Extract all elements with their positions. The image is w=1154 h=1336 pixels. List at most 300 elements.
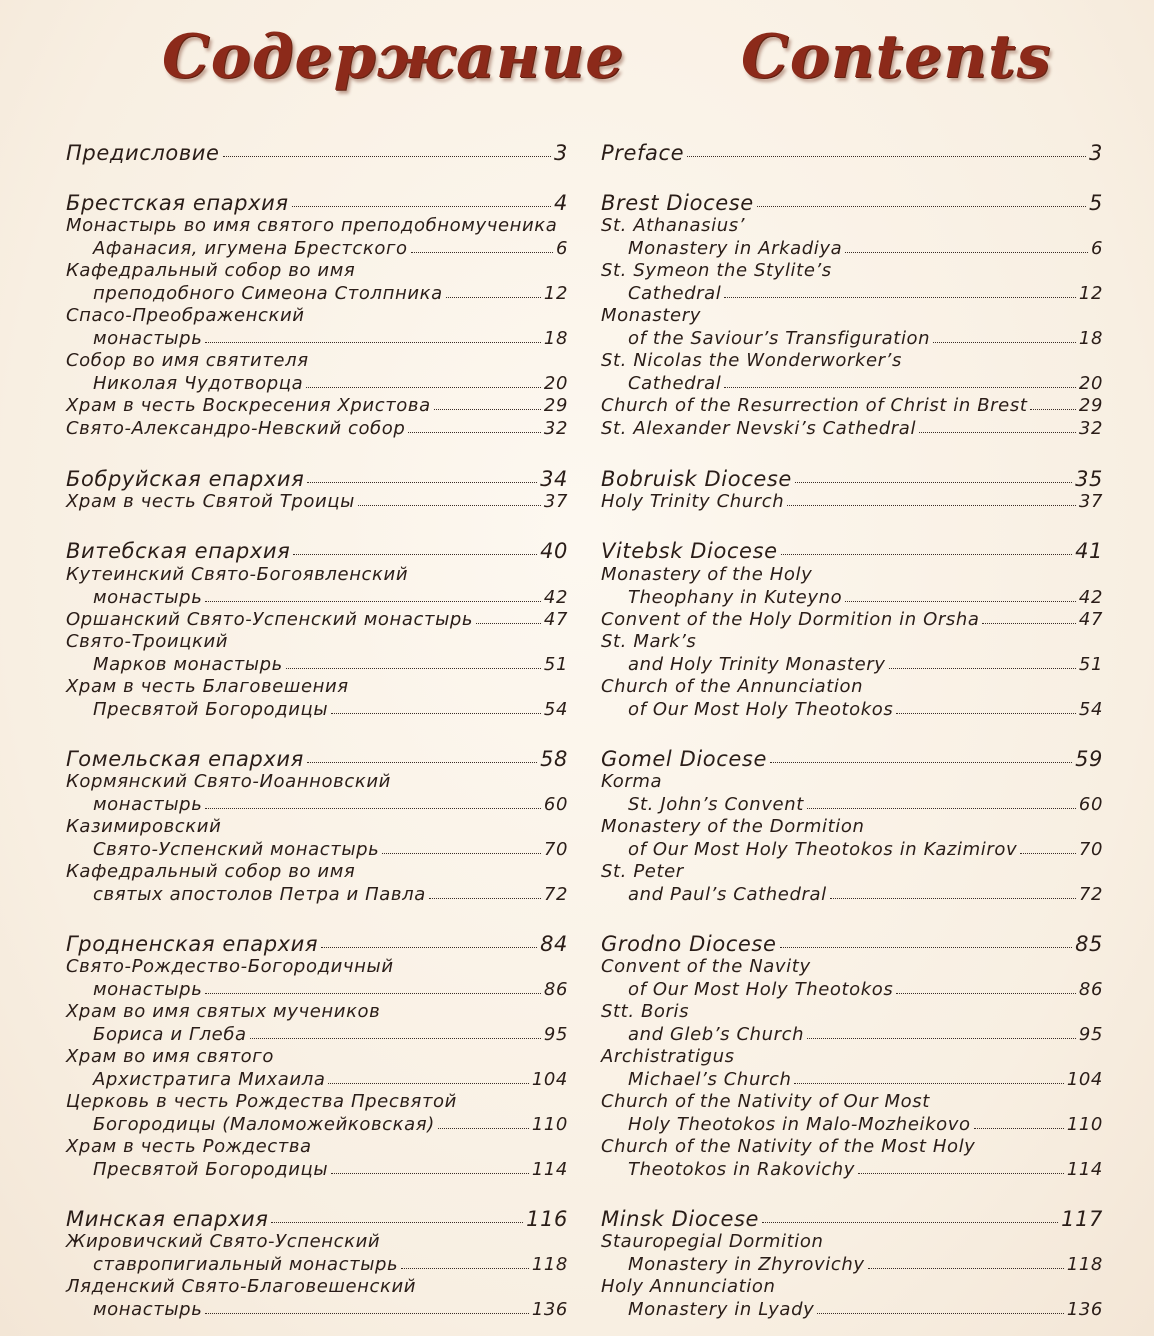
toc-line [601,587,1103,610]
page-number: 4 [554,191,568,215]
dot-leader [781,540,1072,555]
dot-leader [438,1114,529,1129]
page-number: 37 [1078,491,1103,512]
dot-leader [408,418,541,433]
dot-leader [223,142,551,157]
page-number: 60 [1078,793,1103,815]
toc-line [66,631,568,654]
toc-entry-title: Жировичский Свято-Успенский [66,1231,381,1252]
page-number: 136 [531,1298,568,1320]
page-number: 117 [1061,1207,1103,1231]
dot-leader [794,1069,1063,1084]
english-section-entry [601,192,1103,215]
toc-entry-title: Church of the Nativity of the Most Holy [601,1136,976,1157]
toc-entry-title: Брестская епархия [66,191,289,215]
toc-line [601,1001,1103,1024]
toc-entry-title: St. Symeon the Stylite’s [601,260,832,281]
toc-line [66,748,568,771]
toc-entry-title: Марков монастырь [93,653,283,675]
toc-entry-title: St. Nicolas the Wonderworker’s [601,350,902,371]
dot-leader [974,1114,1064,1129]
toc-line [601,933,1103,956]
toc-line [601,1208,1103,1231]
dot-leader [896,699,1076,714]
toc-line [601,468,1103,491]
russian-toc-entry [66,350,568,395]
toc-line [66,215,568,238]
dot-leader [982,609,1075,624]
english-section-entry [601,1208,1103,1231]
russian-toc-entry [66,1231,568,1276]
page-number: 51 [543,653,568,675]
russian-toc-entry [66,609,568,632]
toc-entry-title: Храм во имя святого [66,1046,274,1067]
toc-entry-title: Archistratigus [601,1046,735,1067]
toc-line [601,861,1103,884]
toc-line [66,884,568,907]
russian-toc-entry [66,418,568,441]
page-number: 42 [543,586,568,608]
page-number: 86 [1078,978,1103,1000]
toc-entry-title: Vitebsk Diocese [601,539,778,563]
page-number: 32 [1078,418,1103,439]
dot-leader [780,933,1073,948]
russian-toc-entry [66,631,568,676]
toc-line [66,839,568,862]
toc-entry-title: Monastery in Lyady [628,1298,815,1320]
toc-entry-title: Кафедральный собор во имя [66,260,356,281]
toc-entry-title: Gomel Diocese [601,747,767,771]
toc-line [601,1091,1103,1114]
russian-section-entry [66,933,568,956]
toc-line [66,587,568,610]
dot-leader [307,468,537,483]
toc-entry-title: Витебская епархия [66,539,291,563]
toc-line [66,350,568,373]
toc-line [66,373,568,396]
page-number: 70 [543,838,568,860]
dot-leader [205,587,540,602]
page-number: 20 [543,372,568,394]
toc-line [601,373,1103,396]
toc-line [66,1276,568,1299]
toc-entry-title: Holy Theotokos in Malo-Mozheikovo [628,1113,971,1135]
english-toc-entry [601,609,1103,632]
dot-leader [293,540,537,555]
english-toc-entry [601,861,1103,906]
toc-line [601,328,1103,351]
toc-line [601,1276,1103,1299]
toc-line [66,1159,568,1182]
page-number: 95 [543,1023,568,1045]
dot-leader [205,328,540,343]
dot-leader [446,283,541,298]
toc-entry-title: Monastery of the Dormition [601,816,865,837]
page-number: 86 [543,978,568,1000]
page-number: 84 [540,932,568,956]
page-number: 40 [540,539,568,563]
toc-entry-title: Пресвятой Богородицы [93,1158,329,1180]
toc-entry-title: Свято-Александро-Невский собор [66,418,406,439]
russian-toc-entry [66,1046,568,1091]
toc-entry-title: монастырь [93,586,203,608]
toc-line [66,305,568,328]
toc-line [601,1114,1103,1137]
toc-line [66,933,568,956]
toc-line [66,979,568,1002]
dot-leader [762,1208,1058,1223]
toc-line [66,283,568,306]
toc-line [601,884,1103,907]
page-number: 110 [531,1113,568,1135]
toc-line [601,491,1103,514]
russian-section-entry [66,192,568,215]
toc-entry-title: Church of the Resurrection of Christ in Brest [601,395,1028,416]
dot-leader [328,1069,528,1084]
toc-entry-title: and Gleb’s Church [628,1023,805,1045]
toc-entry-title: Stauropegial Dormition [601,1231,824,1252]
toc-line [601,609,1103,632]
dot-leader [933,328,1076,343]
page-number: 35 [1075,467,1103,491]
page-number: 60 [543,793,568,815]
dot-leader [205,1299,528,1314]
toc-entry-title: of Our Most Holy Theotokos in Kazimirov [628,838,1018,860]
english-toc-entry [601,676,1103,721]
toc-entry-title: Korma [601,771,663,792]
page-number: 37 [543,491,568,512]
page-number: 114 [1066,1158,1103,1180]
page-number: 41 [1075,539,1103,563]
english-toc-entry [601,1046,1103,1091]
toc-line [66,1208,568,1231]
russian-toc-entry [66,1276,568,1321]
page-number: 116 [526,1207,568,1231]
toc-line [66,1231,568,1254]
english-toc-entry [601,1136,1103,1181]
toc-line [66,564,568,587]
dot-leader [830,884,1076,899]
toc-line [66,676,568,699]
toc-line [66,956,568,979]
toc-entry-title: Гомельская епархия [66,747,304,771]
toc-line [66,609,568,632]
page-number: 136 [1066,1298,1103,1320]
toc-line [601,1069,1103,1092]
english-toc-entry [601,816,1103,861]
dot-leader [331,1159,529,1174]
toc-entry-title: Храм в честь Рождества [66,1136,312,1157]
page-number: 20 [1078,372,1103,394]
toc-entry-title: Monastery in Arkadiya [628,237,843,259]
russian-toc-entry [66,1136,568,1181]
toc-entry-title: Бобруйская епархия [66,467,305,491]
dot-leader [807,1024,1076,1039]
toc-entry-title: Храм в честь Святой Троицы [66,491,355,512]
russian-section-entry [66,468,568,491]
toc-entry-title: Theophany in Kuteyno [628,586,843,608]
toc-line [66,861,568,884]
page-number: 34 [540,467,568,491]
russian-toc-entry [66,260,568,305]
english-toc-entry [601,1001,1103,1046]
english-section-entry [601,468,1103,491]
page-number: 54 [543,698,568,720]
toc-entry-title: преподобного Симеона Столпника [93,282,443,304]
dot-leader [687,142,1086,157]
toc-entry-title: Кормянский Свято-Иоанновский [66,771,391,792]
toc-entry-title: Архистратига Михаила [93,1068,326,1090]
dot-leader [724,373,1075,388]
page-number: 110 [1066,1113,1103,1135]
toc-entry-title: Church of the Nativity of Our Most [601,1091,930,1112]
toc-line [601,418,1103,441]
toc-line [66,699,568,722]
toc-entry-title: Спасо-Преображенский [66,305,305,326]
dot-leader [868,1254,1064,1269]
toc-line [66,468,568,491]
english-toc-entry [601,260,1103,305]
toc-entry-title: Николая Чудотворца [93,372,304,394]
toc-entry-title: Brest Diocese [601,191,754,215]
english-toc-entry [601,1091,1103,1136]
toc-entry-title: Оршанский Свято-Успенский монастырь [66,609,474,630]
toc-line [66,238,568,261]
russian-toc-entry [66,564,568,609]
toc-entry-title: святых апостолов Петра и Павла [93,883,426,905]
toc-line [601,771,1103,794]
toc-entry-title: and Holy Trinity Monastery [628,653,886,675]
toc-entry-title: монастырь [93,978,203,1000]
dot-leader [321,933,537,948]
page-number: 3 [554,141,568,165]
toc-line [601,192,1103,215]
page-number: 70 [1078,838,1103,860]
english-toc-entry [601,215,1103,260]
toc-line [66,654,568,677]
toc-entry-title: Bobruisk Diocese [601,467,792,491]
russian-toc-entry [66,956,568,1001]
toc-entry-title: Stt. Boris [601,1001,690,1022]
toc-line [66,1046,568,1069]
dot-leader [770,748,1072,763]
english-toc-entry [601,1231,1103,1276]
english-section-entry [601,540,1103,563]
english-toc-entry [601,491,1103,514]
toc-line [66,418,568,441]
page-number: 6 [555,237,568,259]
toc-line [601,956,1103,979]
toc-entry-title: St. John’s Convent [628,793,804,815]
toc-line [601,238,1103,261]
toc-line [601,564,1103,587]
english-section-entry [601,748,1103,771]
toc-entry-title: ставропигиальный монастырь [93,1253,399,1275]
toc-entry-title: St. Athanasius’ [601,215,746,236]
dot-leader [382,839,541,854]
page-number: 104 [1066,1068,1103,1090]
dot-leader [411,238,553,253]
toc-line [66,794,568,817]
russian-toc-entry [66,771,568,816]
toc-entry-title: Бориса и Глеба [93,1023,247,1045]
toc-entry-title: Church of the Annunciation [601,676,864,697]
toc-line [66,1299,568,1322]
english-toc-entry [601,305,1103,350]
toc-line [66,1114,568,1137]
page-number: 29 [543,395,568,416]
dot-leader [889,654,1076,669]
page-number: 104 [531,1068,568,1090]
toc-line [601,1254,1103,1277]
toc-entry-title: Monastery [601,305,701,326]
toc-entry-title: монастырь [93,793,203,815]
toc-entry-title: Convent of the Holy Dormition in Orsha [601,609,980,630]
toc-line [601,654,1103,677]
english-toc-entry [601,956,1103,1001]
toc-line [601,631,1103,654]
dot-leader [476,609,541,624]
toc-entry-title: Свято-Троицкий [66,631,229,652]
page-number: 72 [543,883,568,905]
toc-line [601,748,1103,771]
toc-line [66,771,568,794]
toc-line [66,540,568,563]
page-number: 5 [1089,191,1103,215]
dot-leader [271,1208,523,1223]
page-number: 6 [1090,237,1103,259]
toc-line [601,305,1103,328]
dot-leader [1020,839,1076,854]
page-number: 18 [1078,327,1103,349]
english-toc-entry [601,771,1103,816]
toc-entry-title: St. Mark’s [601,631,697,652]
toc-line [601,283,1103,306]
toc-entry-title: Минская епархия [66,1207,269,1231]
russian-toc-entry [66,215,568,260]
page-number: 114 [531,1158,568,1180]
toc-line [601,794,1103,817]
toc-entry-title: Монастырь во имя святого преподобномученика [66,215,558,236]
russian-contents-title: Содержание [162,22,625,92]
english-toc-entry [601,395,1103,418]
dot-leader [250,1024,541,1039]
russian-toc-entry [66,491,568,514]
dot-leader [307,748,537,763]
toc-line [601,1024,1103,1047]
russian-section-entry [66,540,568,563]
toc-line [66,1254,568,1277]
page-number: 47 [1078,609,1103,630]
dot-leader [817,1299,1063,1314]
toc-line [601,816,1103,839]
dot-leader [306,373,541,388]
page-number: 59 [1075,747,1103,771]
toc-line [601,676,1103,699]
toc-entry-title: Cathedral [628,282,722,304]
page-number: 18 [543,327,568,349]
page-number: 58 [540,747,568,771]
dot-leader [787,491,1076,506]
page-number: 3 [1089,141,1103,165]
toc-line [601,350,1103,373]
toc-line [601,1231,1103,1254]
toc-entry-title: Preface [601,141,685,165]
toc-line [601,1159,1103,1182]
toc-entry-title: Казимировский [66,816,222,837]
toc-entry-title: Minsk Diocese [601,1207,760,1231]
russian-toc-entry [66,676,568,721]
dot-leader [434,395,541,410]
page-number: 12 [1078,282,1103,304]
dot-leader [331,699,541,714]
russian-toc-entry [66,1091,568,1136]
toc-line [66,260,568,283]
page-number: 85 [1075,932,1103,956]
toc-line [66,1024,568,1047]
dot-leader [205,794,540,809]
dot-leader [919,418,1076,433]
toc-entry-title: Свято-Рождество-Богородичный [66,956,394,977]
russian-toc-entry [66,816,568,861]
toc-entry-title: Кутеинский Свято-Богоявленский [66,564,409,585]
toc-line [601,215,1103,238]
english-toc-entry [601,564,1103,609]
toc-entry-title: Holy Trinity Church [601,491,785,512]
english-toc-entry [601,631,1103,676]
page-number: 29 [1078,395,1103,416]
dot-leader [896,979,1076,994]
dot-leader [858,1159,1064,1174]
toc-line [66,192,568,215]
toc-entry-title: and Paul’s Cathedral [628,883,827,905]
toc-entry-title: Кафедральный собор во имя [66,861,356,882]
toc-entry-title: Grodno Diocese [601,932,777,956]
page-number: 118 [531,1253,568,1275]
toc-line [66,328,568,351]
toc-line [601,540,1103,563]
toc-entry-title: Theotokos in Rakovichy [628,1158,856,1180]
toc-line [66,816,568,839]
dot-leader [757,192,1086,207]
toc-entry-title: Пресвятой Богородицы [93,698,329,720]
toc-entry-title: Michael’s Church [628,1068,792,1090]
english-toc-entry [601,418,1103,441]
toc-entry-title: Предисловие [66,141,220,165]
toc-entry-title: St. Alexander Nevski’s Cathedral [601,418,917,439]
english-toc-entry [601,1276,1103,1321]
page-number: 42 [1078,586,1103,608]
toc-entry-title: Convent of the Navity [601,956,811,977]
toc-line [601,260,1103,283]
toc-entry-title: Гродненская епархия [66,932,319,956]
english-section-entry [601,142,1103,165]
page-number: 51 [1078,653,1103,675]
dot-leader [845,238,1088,253]
dot-leader [358,491,541,506]
toc-entry-title: Monastery in Zhyrovichy [628,1253,865,1275]
dot-leader [401,1254,529,1269]
page-number: 72 [1078,883,1103,905]
toc-line [66,1091,568,1114]
toc-line [66,1001,568,1024]
toc-entry-title: of the Saviour’s Transfiguration [628,327,931,349]
toc-entry-title: Храм в честь Благовешения [66,676,349,697]
toc-line [601,395,1103,418]
toc-line [601,699,1103,722]
page-number: 12 [543,282,568,304]
toc-line [601,1299,1103,1322]
